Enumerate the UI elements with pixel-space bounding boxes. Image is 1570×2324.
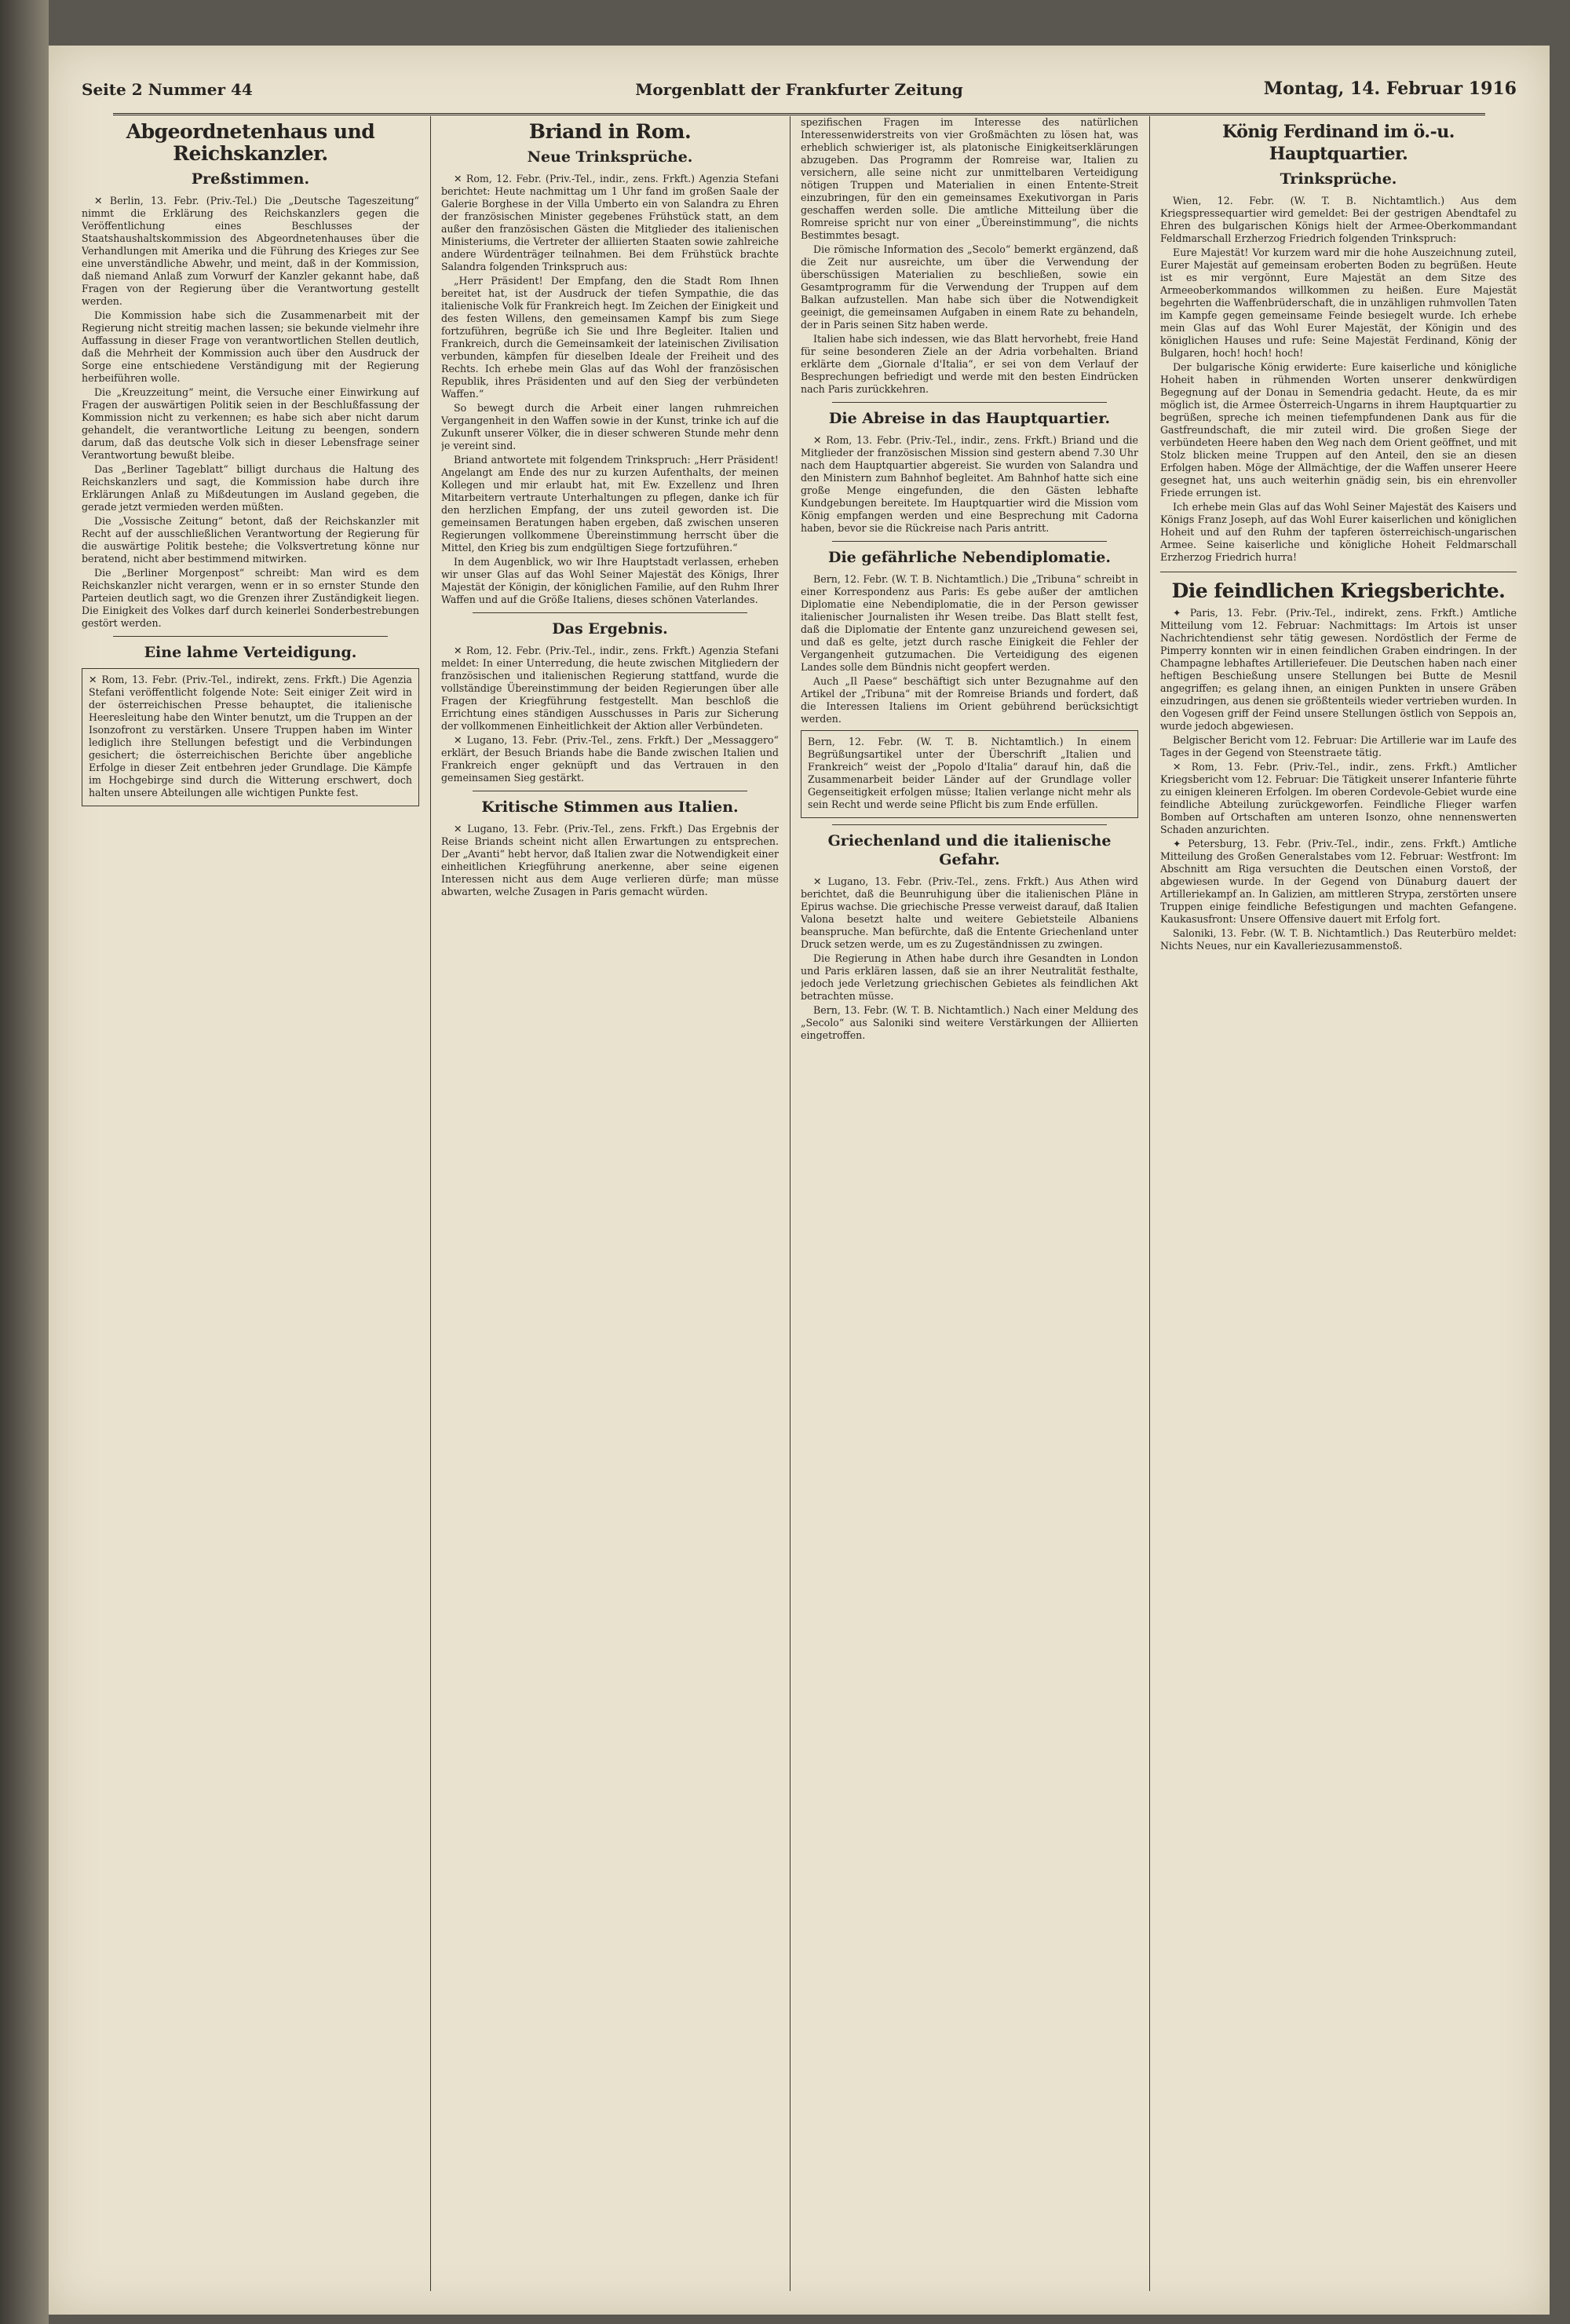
article-paragraph: Bern, 12. Febr. (W. T. B. Nichtamtlich.) In einem Begrüßungsartikel unter der Überschrift „Italien und Frankreich“ weist der „Popolo d'Italia“ darauf hin, daß die Zusammenarbeit beider Länder auf der Grundlage voller Gegenseitigkeit erfolgen müsse; Italien verlange nicht mehr als sein Recht und werde seine Pflicht bis zum Ende erfüllen. [808, 736, 1131, 810]
subhead-pressestimmen: Preßstimmen. [191, 170, 310, 188]
article-paragraph: Die „Berliner Morgenpost“ schreibt: Man wird es dem Reichskanzler nicht verargen, wenn er in so ernster Stunde den Parteien deutlich sagt, wo die Grenzen ihrer Zuständigkeit liegen. Die Einigkeit des Volkes darf durch keinerlei Sonderbestrebungen gestört werden. [82, 567, 419, 629]
headline-abgeordnetenhaus: Abgeordnetenhaus und Reichskanzler. [126, 120, 375, 165]
article-paragraph: Der bulgarische König erwiderte: Eure kaiserliche und königliche Hoheit haben in rühmenden Worten unserer denkwürdigen Begegnung auf der Donau in Semendria gedacht. Heute, da es mir möglich ist, die Armee Österreich-Ungarns in ihrem Hauptquartier zu begrüßen, spreche ich meinen tiefempfundenen Dank aus für die Gastfreundschaft, die mir zuteil wird. Die großen Siege der verbündeten Heere haben den Weg nach dem Orient geöffnet, und mit Stolz blicken meine Truppen auf den Anteil, den sie an diesen Erfolgen haben. Möge der Allmächtige, der die Waffen unserer Heere gesegnet hat, uns auch weiterhin gnädig sein, bis ein ehrenvoller Friede errungen ist. [1160, 361, 1517, 499]
page-header [82, 75, 1517, 107]
headline-lahme-verteidigung: Eine lahme Verteidigung. [144, 644, 357, 661]
article-paragraph: ✕ Lugano, 13. Febr. (Priv.-Tel., zens. Frkft.) Das Ergebnis der Reise Briands scheint nicht allen Erwartungen zu entsprechen. Der „Avanti“ hebt hervor, daß Italien zwar die Notwendigkeit einer einheitlichen Kriegführung anerkenne, aber seine eigenen Interessen nicht aus dem Auge verlieren dürfe; man müsse abwarten, welche Zusagen in Paris gemacht würden. [441, 823, 779, 897]
article-paragraph: Wien, 12. Febr. (W. T. B. Nichtamtlich.) Aus dem Kriegspressequartier wird gemeldet: Bei der gestrigen Abendtafel zu Ehren des bulgarischen Königs hielt der Armee-Oberkommandant Feldmarschall Erzherzog Friedrich folgenden Trinkspruch: [1160, 195, 1517, 244]
headline-briand-in-rom: Briand in Rom. [528, 120, 692, 143]
column-4 [1160, 116, 1517, 2291]
article-paragraph: ✕ Lugano, 13. Febr. (Priv.-Tel., zens. Frkft.) Der „Messaggero“ erklärt, der Besuch Briands habe die Bande zwischen Italien und Frankreich enger geknüpft und das Vertrauen in den gemeinsamen Sieg gestärkt. [441, 734, 779, 784]
article-paragraph: Die Regierung in Athen habe durch ihre Gesandten in London und Paris erklären lassen, daß sie an ihrer Neutralität festhalte, jedoch jede Verletzung griechischen Gebietes als feindlichen Akt betrachten müsse. [801, 952, 1138, 1002]
section-divider [832, 541, 1107, 542]
column-2 [441, 116, 779, 2291]
article-paragraph: Ich erhebe mein Glas auf das Wohl Seiner Majestät des Kaisers und Königs Franz Joseph, auf das Wohl Eurer kaiserlichen und königlichen Hoheit und auf den Ruhm der tapferen österreichisch-ungarischen Armee. Seine kaiserliche und königliche Hoheit Feldmarschall Erzherzog Friedrich hurra! [1160, 501, 1517, 563]
section-divider [832, 402, 1107, 403]
article-paragraph: ✕ Rom, 12. Febr. (Priv.-Tel., indir., zens. Frkft.) Agenzia Stefani meldet: In einer Unterredung, die heute zwischen Mitgliedern der französischen und italienischen Regierung stattfand, wurde die vollständige Übereinstimmung der beiden Regierungen über alle Fragen der Kriegführung festgestellt. Man beschloß die Errichtung eines ständigen Ausschusses in Paris zur Sicherung der vollkommenen Einheitlichkeit der Aktion aller Verbündeten. [441, 645, 779, 732]
boxed-article [82, 668, 419, 806]
newspaper-page [49, 46, 1550, 2315]
headline-koenig-ferdinand: König Ferdinand im ö.-u. Hauptquartier. [1222, 122, 1455, 164]
subhead-trinksprueche: Neue Trinksprüche. [527, 148, 693, 166]
headline-nebendiplomatie: Die gefährliche Nebendiplomatie. [827, 549, 1112, 566]
issue-date: Montag, 14. Februar 1916 [1263, 79, 1517, 99]
masthead: Morgenblatt der Frankfurter Zeitung [635, 80, 963, 99]
article-paragraph: So bewegt durch die Arbeit einer langen ruhmreichen Vergangenheit in den Waffen sowie in der Kunst, trinke ich auf die Zukunft unserer Völker, die in dieser schweren Stunde mehr denn je vereint sind. [441, 402, 779, 451]
article-paragraph: Die „Kreuzzeitung“ meint, die Versuche einer Einwirkung auf Fragen der auswärtigen Politik seien in der Beschlußfassung der Kommission nicht zu verkennen; es habe sich aber nicht darum gehandelt, die verantwortliche Leitung zu beengen, sondern darum, daß das deutsche Volk sich in dieser Lebensfrage seiner Verantwortung bewußt bleibe. [82, 386, 419, 461]
subhead-trinksprueche: Trinksprüche. [1280, 170, 1397, 188]
section-divider [832, 824, 1107, 825]
column-3 [801, 116, 1138, 2291]
article-paragraph: Bern, 12. Febr. (W. T. B. Nichtamtlich.) Die „Tribuna“ schreibt in einer Korrespondenz aus Paris: Es gebe außer der amtlichen Diplomatie eine Nebendiplomatie, die in der Person gewisser italienischer Journalisten ihr Wesen treibe. Das Blatt stellt fest, daß die Diplomatie der Entente ganz unzureichend gewesen sei, und daß es gelte, jetzt durch rasche Einigkeit die Fehler der Vergangenheit gutzumachen. Die Verteidigung des eigenen Landes solle dem Bündnis nicht geopfert werden. [801, 573, 1138, 673]
article-paragraph: Das „Berliner Tageblatt“ billigt durchaus die Haltung des Reichskanzlers und sagt, die Kommission habe durch ihre Erklärungen Anlaß zu Mißdeutungen im Ausland gegeben, die gerade jetzt vermieden werden müßten. [82, 463, 419, 513]
article-paragraph: ✦ Paris, 13. Febr. (Priv.-Tel., indirekt, zens. Frkft.) Amtliche Mitteilung vom 12. Februar: Nachmittags: Im Artois ist unser Nachrichtendienst sehr tätig gewesen. Nordöstlich der Ferme de Pimperry konnten wir in einen feindlichen Graben eindringen. In der Champagne lebhaftes Artilleriefeuer. Die Deutschen haben nach einer heftigen Beschießung unsere Stellungen bei Butte de Mesnil angegriffen; es gelang ihnen, an einigen Punkten in unsere Gräben einzudringen, aus denen sie größtenteils wieder vertrieben wurden. In den Vogesen griff der Feind unsere Stellungen östlich von Seppois an, wurde jedoch abgewiesen. [1160, 607, 1517, 732]
article-paragraph: ✕ Rom, 12. Febr. (Priv.-Tel., indir., zens. Frkft.) Agenzia Stefani berichtet: Heute nachmittag um 1 Uhr fand im großen Saale der Galerie Borghese in der Villa Umberto ein von Salandra zu Ehren der französischen Minister gegebenes Frühstück statt, an dem außer den französischen Gästen die Mitglieder des italienischen Ministeriums, die Vertreter der alliierten Staaten sowie zahlreiche andere Würdenträger teilnahmen. Bei dem Frühstück brachte Salandra folgenden Trinkspruch aus: [441, 173, 779, 272]
article-paragraph: ✕ Rom, 13. Febr. (Priv.-Tel., indirekt, zens. Frkft.) Die Agenzia Stefani veröffentlicht folgende Note: Seit einiger Zeit wird in der österreichischen Presse behauptet, die italienische Heeresleitung habe den Winter benutzt, um die Truppen an der Isonzofront zu verstärken. Unsere Truppen haben im Winter lediglich ihre Stellungen befestigt und die Verbindungen gesichert; die österreichischen Berichte über angebliche Erfolge in dieser Zeit entbehren jeder Grundlage. Die Kämpfe im Hochgebirge sind durch die Witterung erschwert, doch halten unsere Abteilungen alle wichtigen Punkte fest. [89, 674, 412, 798]
boxed-article [801, 730, 1138, 818]
column-rule [430, 116, 431, 2291]
section-divider [473, 612, 747, 613]
article-paragraph: Eure Majestät! Vor kurzem ward mir die hohe Auszeichnung zuteil, Eurer Majestät auf gemeinsam eroberten Boden zu begrüßen. Heute ist es mir vergönnt, Eure Majestät an dem Sitze des Armeeoberkommandos willkommen zu heißen. Eure Majestät begehrten die Waffenbrüderschaft, die in unzähligen ruhmvollen Taten im Kampfe gegen gemeinsame Feinde besiegelt wurde. Ich erhebe mein Glas auf das Wohl Eurer Majestät, der Königin und des königlichen Hauses und rufe: Seine Majestät Ferdinand, König der Bulgaren, hoch! hoch! hoch! [1160, 247, 1517, 359]
headline-abreise-hauptquartier: Die Abreise in das Hauptquartier. [828, 410, 1111, 427]
article-paragraph: Belgischer Bericht vom 12. Februar: Die Artillerie war im Laufe des Tages in der Gegend von Steenstraete tätig. [1160, 734, 1517, 758]
article-paragraph: „Herr Präsident! Der Empfang, den die Stadt Rom Ihnen bereitet hat, ist der Ausdruck der tiefen Sympathie, die das italienische Volk für Frankreich hegt. Im Zeichen der Einigkeit und des festen Willens, den gemeinsamen Kampf bis zum Siege fortzuführen, begrüße ich Sie und Ihre Begleiter. Italien und Frankreich, durch die Gemeinsamkeit der lateinischen Zivilisation verbunden, kämpfen für dieselben Ideale der Freiheit und des Rechts. Ich erhebe mein Glas auf das Wohl der französischen Republik, ihres Präsidenten und auf den Sieg der verbündeten Waffen.“ [441, 275, 779, 400]
article-paragraph: Briand antwortete mit folgendem Trinkspruch: „Herr Präsident! Angelangt am Ende des nur zu kurzen Aufenthalts, der meinen Kollegen und mir erlaubt hat, mit Ew. Exzellenz und Ihren Mitarbeitern vertraute Unterhaltungen zu pflegen, danke ich für den herzlichen Empfang, der uns zuteil geworden ist. Die gemeinsamen Beratungen haben ergeben, daß zwischen unseren Regierungen vollkommene Übereinstimmung herrscht über die Mittel, den Krieg bis zum endgültigen Siege fortzuführen.“ [441, 454, 779, 554]
headline-kritische-stimmen: Kritische Stimmen aus Italien. [481, 798, 739, 816]
section-divider [113, 636, 388, 637]
page-binding-edge [0, 0, 49, 2324]
headline-griechenland: Griechenland und die italienische Gefahr. [827, 832, 1112, 868]
article-paragraph: Die „Vossische Zeitung“ betont, daß der Reichskanzler mit Recht auf der ausschließlichen Verantwortung der Regierung für die auswärtige Politik bestehe; die Volksvertretung könne nur beratend, nicht aber bestimmend mitwirken. [82, 515, 419, 565]
article-paragraph: Italien habe sich indessen, wie das Blatt hervorhebt, freie Hand für seine besonderen Ziele an der Adria vorbehalten. Briand erklärte dem „Giornale d'Italia“, er sei von dem Verlauf der Besprechungen befriedigt und werde mit den besten Eindrücken nach Paris zurückkehren. [801, 333, 1138, 395]
article-paragraph: ✕ Rom, 13. Febr. (Priv.-Tel., indir., zens. Frkft.) Amtlicher Kriegsbericht vom 12. Februar: Die Tätigkeit unserer Infanterie führte zu einigen kleineren Erfolgen. Im oberen Cordevole-Gebiet wurde eine feindliche Abteilung zurückgeworfen. Feindliche Flieger warfen Bomben auf Ortschaften am unteren Isonzo, ohne nennenswerten Schaden anzurichten. [1160, 761, 1517, 835]
article-paragraph: ✕ Berlin, 13. Febr. (Priv.-Tel.) Die „Deutsche Tageszeitung“ nimmt die Erklärung des Reichskanzlers gegen die Veröffentlichung eines Beschlusses der Staatshaushaltskommission des Abgeordnetenhauses über die Verhandlungen mit Amerika und die Führung des Krieges zur See eine unverständliche Abwehr, und meint, daß in der Kommission, daß niemand Anlaß zum Vorwurf der Kanzler gekannt habe, daß Fragen von der Regierung über die Verantwortung gestellt werden. [82, 195, 419, 307]
header-rule [113, 113, 1485, 115]
article-paragraph: ✦ Petersburg, 13. Febr. (Priv.-Tel., indir., zens. Frkft.) Amtliche Mitteilung des Großen Generalstabes vom 12. Februar: Westfront: Im Abschnitt am Riga versuchten die Deutschen einen Vorstoß, der abgewiesen wurde. In der Gegend von Dünaburg dauert der Artilleriekampf an. In Galizien, am mittleren Strypa, zerstörten unsere Truppen einige feindliche Befestigungen und machten Gefangene. Kaukasusfront: Unsere Offensive dauert mit Erfolg fort. [1160, 838, 1517, 925]
headline-feindliche-kriegsberichte: Die feindlichen Kriegsberichte. [1171, 579, 1506, 602]
article-paragraph: Auch „Il Paese“ beschäftigt sich unter Bezugnahme auf den Artikel der „Tribuna“ mit der Romreise Briands und fordert, daß die Interessen Italiens im Orient gebührend berücksichtigt werden. [801, 675, 1138, 725]
article-paragraph: Saloniki, 13. Febr. (W. T. B. Nichtamtlich.) Das Reuterbüro meldet: Nichts Neues, nur ein Kavalleriezusammenstoß. [1160, 927, 1517, 952]
article-paragraph: In dem Augenblick, wo wir Ihre Hauptstadt verlassen, erheben wir unser Glas auf das Wohl Seiner Majestät des Königs, Ihrer Majestät der Königin, der königlichen Familie, auf den Ruhm Ihrer Waffen und auf die Größe Italiens, dieses schönen Vaterlandes. [441, 556, 779, 605]
article-paragraph: Bern, 13. Febr. (W. T. B. Nichtamtlich.) Nach einer Meldung des „Secolo“ aus Saloniki sind weitere Verstärkungen der Alliierten eingetroffen. [801, 1004, 1138, 1041]
article-paragraph: ✕ Rom, 13. Febr. (Priv.-Tel., indir., zens. Frkft.) Briand und die Mitglieder der französischen Mission sind gestern abend 7.30 Uhr nach dem Hauptquartier abgereist. Sie wurden von Salandra und den Ministern zum Bahnhof begleitet. Am Bahnhof hatte sich eine große Menge eingefunden, die den Gästen lebhafte Kundgebungen bereitete. Im Hauptquartier wird die Mission vom König empfangen werden und eine Besprechung mit Cadorna haben, bevor sie die Rückreise nach Paris antritt. [801, 434, 1138, 534]
article-paragraph: ✕ Lugano, 13. Febr. (Priv.-Tel., zens. Frkft.) Aus Athen wird berichtet, daß die Beunruhigung über die italienischen Pläne in Epirus wachse. Die griechische Presse verweist darauf, daß Italien Valona besetzt halte und weitere Gebietsteile Albaniens beanspruche. Man befürchte, daß die Entente Griechenland unter Druck setzen werde, um es zu Zugeständnissen zu zwingen. [801, 875, 1138, 950]
article-paragraph: Die Kommission habe sich die Zusammenarbeit mit der Regierung nicht streitig machen lassen; sie bekunde vielmehr ihre Auffassung in dieser Frage von verantwortlichen Stellen deutlich, daß die Mehrheit der Kommission auch über den Ausdruck der Sorge eine entschiedene Verständigung mit der Regierung herbeiführen wolle. [82, 309, 419, 384]
article-paragraph: spezifischen Fragen im Interesse des natürlichen Interessenwiderstreits von vier Großmächten zu lösen hat, was erheblich schwieriger ist, als platonische Einigkeitserklärungen abzugeben. Das Programm der Romreise war, Italien zu versichern, alle seine nicht zur unmittelbaren Verteidigung nötigen Truppen und Materialien in einen Entente-Streit einzubringen, für den ein gemeinsames Exekutivorgan in Paris geschaffen werden solle. Die amtliche Mitteilung über die Romreise spricht nur von einer „Übereinstimmung“, die nichts Bestimmtes besagt. [801, 116, 1138, 241]
headline-das-ergebnis: Das Ergebnis. [552, 620, 668, 638]
column-1 [82, 116, 419, 2291]
page-number: Seite 2 Nummer 44 [82, 80, 253, 99]
article-paragraph: Die römische Information des „Secolo“ bemerkt ergänzend, daß die Zeit nur ausreichte, um über die Verwendung der überschüssigen Materialien zu beschließen, sowie ein Gesamtprogramm für die Verwendung der Truppen auf dem Balkan aufzustellen. Man habe sich über die Notwendigkeit geeinigt, die gemeinsamen Aufgaben in einem Rate zu behandeln, der in Paris seinen Sitz haben werde. [801, 243, 1138, 331]
column-rule [1149, 116, 1150, 2291]
